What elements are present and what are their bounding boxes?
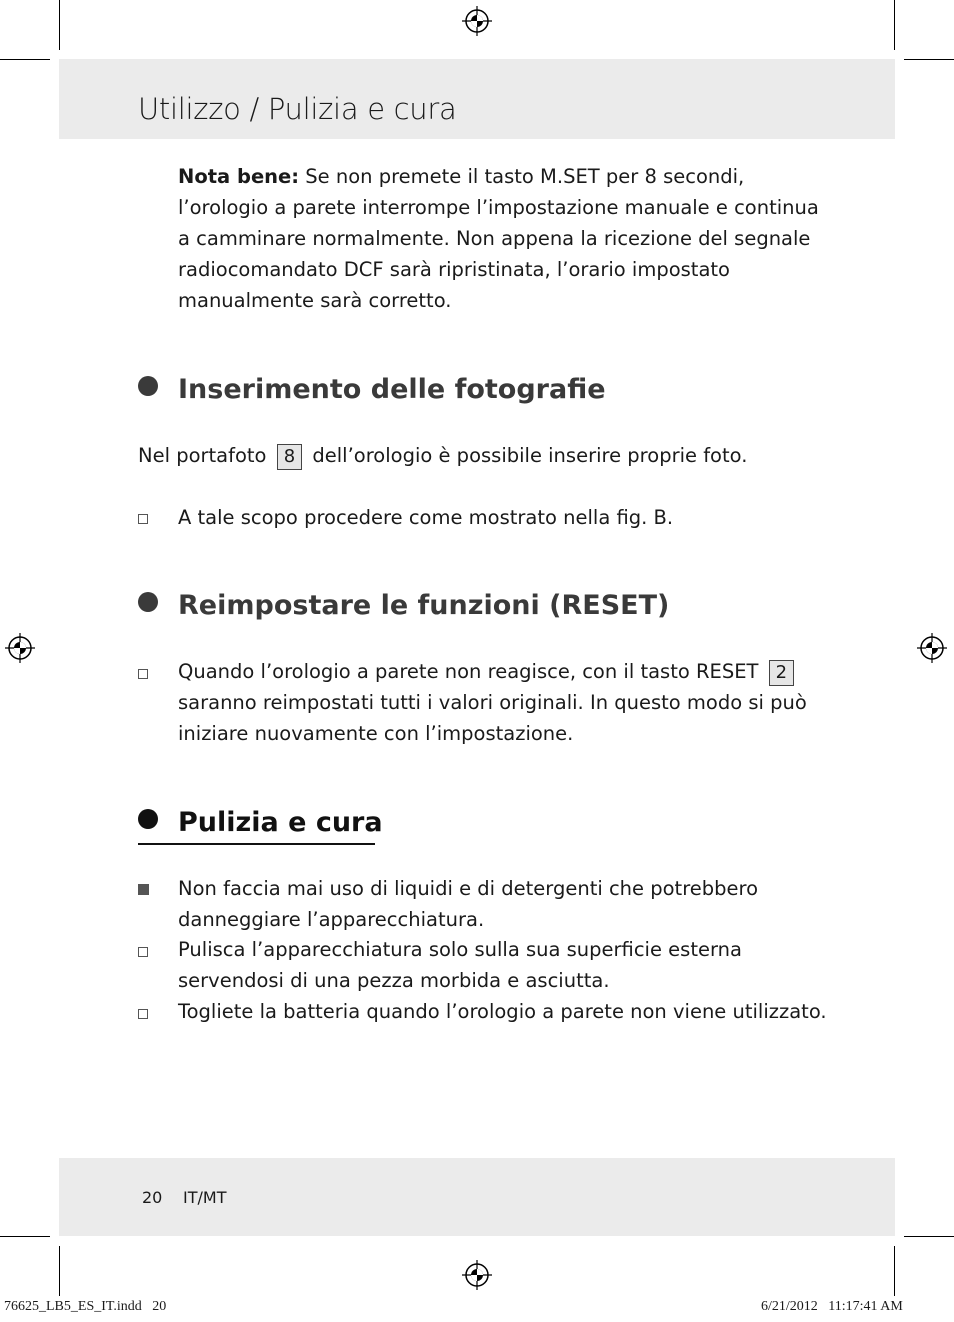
registration-mark-icon: [917, 633, 947, 663]
reset-step-before: Quando l’orologio a parete non reagisce, con il tasto RESET: [178, 660, 759, 683]
crop-mark: [894, 1246, 895, 1296]
registration-mark-icon: [5, 633, 35, 663]
section-heading-text: Pulizia e cura: [178, 807, 383, 838]
crop-mark: [0, 1236, 50, 1237]
photos-step: A tale scopo procedere come mostrato nella fig. B.: [178, 506, 674, 529]
photos-intro-after: dell’orologio è possibile inserire proprie foto.: [312, 444, 748, 467]
checkbox-bullet-icon: [138, 669, 148, 679]
reference-number-badge: 2: [769, 660, 794, 686]
heading-underline: [138, 843, 375, 845]
crop-mark: [59, 0, 60, 50]
reference-number-badge: 8: [277, 444, 302, 470]
care-item: Togliete la batteria quando l’orologio a parete non viene utilizzato.: [178, 1000, 827, 1023]
section-heading-care: [138, 807, 383, 838]
language-code: IT/MT: [183, 1188, 227, 1207]
care-item: Pulisca l’apparecchiatura solo sulla sua superficie esterna servendosi di una pezza morbida e asciutta.: [178, 938, 742, 992]
bullet-dot-icon: [138, 376, 158, 396]
bullet-dot-icon: [138, 809, 158, 829]
reset-step: [178, 656, 828, 749]
section-heading-text: Reimpostare le funzioni (RESET): [178, 590, 670, 621]
crop-mark: [904, 1236, 954, 1237]
print-timestamp: 6/21/2012 11:17:41 AM: [761, 1299, 903, 1314]
filled-bullet-icon: [138, 884, 149, 895]
registration-mark-icon: [462, 6, 492, 36]
crop-mark: [894, 0, 895, 50]
crop-mark: [59, 1246, 60, 1296]
page-number: 20: [142, 1188, 163, 1207]
care-item: Non faccia mai uso di liquidi e di detergenti che potrebbero danneggiare l’apparecchiatura.: [178, 877, 759, 931]
checkbox-bullet-icon: [138, 1009, 148, 1019]
section-heading-photos: [138, 374, 606, 405]
section-heading-text: Inserimento delle fotografie: [178, 374, 606, 405]
bullet-dot-icon: [138, 592, 158, 612]
note-text: Se non premete il tasto M.SET per 8 secondi, l’orologio a parete interrompe l’impostazione manuale e continua a camminare normalmente. Non appena la ricezione del segnale radiocomandato DCF sarà ripristinata, l’orario impostato manualmente sarà corretto.: [178, 165, 819, 312]
reset-step-after: saranno reimpostati tutti i valori originali. In questo modo si può iniziare nuovamente con l’impostazione.: [178, 691, 807, 745]
checkbox-bullet-icon: [138, 514, 148, 524]
registration-mark-icon: [462, 1260, 492, 1290]
checkbox-bullet-icon: [138, 947, 148, 957]
crop-mark: [0, 59, 50, 60]
note-label: Nota bene:: [178, 165, 300, 188]
section-heading-reset: [138, 590, 669, 621]
page-title: Utilizzo / Pulizia e cura: [138, 92, 457, 126]
crop-mark: [904, 59, 954, 60]
photos-intro-before: Nel portafoto: [138, 444, 267, 467]
note-paragraph: [178, 161, 828, 316]
file-info: 76625_LB5_ES_IT.indd 20: [4, 1299, 167, 1314]
photos-intro: [138, 440, 747, 471]
